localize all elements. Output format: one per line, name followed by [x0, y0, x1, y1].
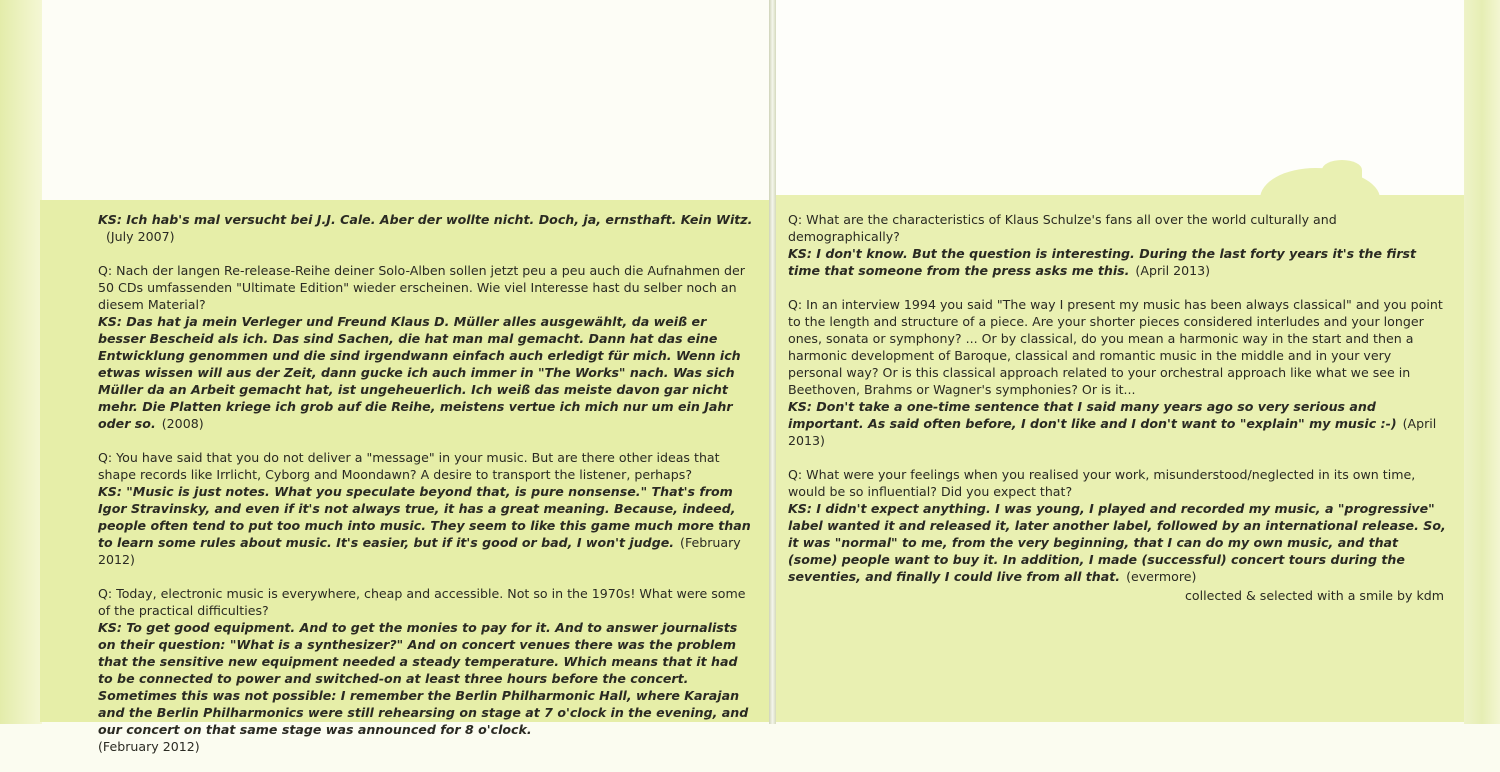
date-label: (April 2013)	[1135, 263, 1211, 278]
date-label: (2008)	[161, 416, 204, 431]
interview-block	[98, 262, 756, 432]
book-spine	[769, 0, 776, 724]
interview-block	[788, 296, 1446, 449]
date-label: (evermore)	[1126, 569, 1197, 584]
interview-block	[788, 211, 1446, 279]
answer-text: KS: Das hat ja mein Verleger und Freund Klaus D. Müller alles ausgewählt, da weiß er besser Bescheid als ich. Das sind Sachen, die hat man mal gemacht. Dann hat das eine Entwicklung genommen und die sind irgendwann einfach auch erledigt für mich. Wenn ich etwas wissen will aus der Zeit, dann gucke ich auch immer in "The Works" nach. Was sich Müller da an Arbeit gemacht hat, ist ungeheuerlich. Ich weiß das meiste davon gar nicht mehr. Die Platten kriege ich grob auf die Reihe, meistens vertue ich mich nur um ein Jahr oder so.	[98, 314, 741, 431]
question-text: Q: You have said that you do not deliver a "message" in your music. But are there other ideas that shape records like Irrlicht, Cyborg and Moondawn? A desire to transport the listener, perhaps?	[98, 450, 720, 482]
answer-text: KS: To get good equipment. And to get the monies to pay for it. And to answer journalists on their question: "What is a synthesizer?" And on concert venues there was the problem that the sensitive new equipment needed a steady temperature. Which means that it had to be connected to power and switched-on at least three hours before the concert. Sometimes this was not possible: I remember the Berlin Philharmonic Hall, where Karajan and the Berlin Philharmonics were still rehearsing on stage at 7 o'clock in the evening, and our concert on that same stage was announced for 8 o'clock.	[98, 620, 749, 737]
right-page-edge	[1464, 0, 1500, 724]
question-text: Q: What are the characteristics of Klaus Schulze's fans all over the world culturally and demographically?	[788, 212, 1337, 244]
interview-block	[98, 585, 756, 755]
credit-line: collected & selected with a smile by kdm	[1185, 588, 1444, 603]
answer-text: KS: I didn't expect anything. I was young, I played and recorded my music, a "progressive" label wanted it and released it, later another label, followed by an international release. So, it was "normal" to me, from the very beginning, that I can do my own music, and that (some) people want to buy it. In addition, I made (successful) concert tours during the seventies, and finally I could live from all that.	[788, 501, 1446, 584]
left-page-top-blank	[42, 0, 769, 200]
interview-block	[788, 466, 1446, 585]
green-panel-wave-peak	[1322, 160, 1362, 180]
date-label: (April 2013)	[788, 416, 1437, 448]
question-text: Q: What were your feelings when you realised your work, misunderstood/neglected in its own time, would be so influential? Did you expect that?	[788, 467, 1416, 499]
question-text: Q: In an interview 1994 you said "The way I present my music has been always classical" and you point to the length and structure of a piece. Are your shorter pieces considered interludes and your longer ones, sonata or symphony? ... Or by classical, do you mean a harmonic way in the start and then a harmonic development of Baroque, classical and romantic music in the middle and in your very personal way? Or is this classical approach related to your orchestral approach like what we see in Beethoven, Brahms or Wagner's symphonies? Or is it...	[788, 297, 1443, 397]
answer-text: KS: Don't take a one-time sentence that I said many years ago so very serious and important. As said often before, I don't like and I don't want to "explain" my music :-)	[788, 399, 1397, 431]
answer-text: KS: "Music is just notes. What you speculate beyond that, is pure nonsense." That's from Igor Stravinsky, and even if it's not always true, it has a great meaning. Because, indeed, people often tend to put too much into music. They seem to like this game much more than to learn some rules about music. It's easier, but if it's good or bad, I won't judge.	[98, 484, 751, 550]
answer-text: KS: I don't know. But the question is interesting. During the last forty years it's the first time that someone from the press asks me this.	[788, 246, 1417, 278]
right-page-text	[788, 211, 1446, 602]
question-text: Q: Nach der langen Re-release-Reihe deiner Solo-Alben sollen jetzt peu a peu auch die Aufnahmen der 50 CDs umfassenden "Ultimate Edition" wieder erscheinen. Wie viel Interesse hast du selber noch an diesem Material?	[98, 263, 745, 312]
left-page-edge	[0, 0, 42, 724]
interview-block	[98, 211, 756, 245]
date-label: (February 2012)	[98, 739, 200, 754]
interview-block	[98, 449, 756, 568]
date-label: (February 2012)	[98, 535, 741, 567]
left-page-text	[98, 211, 756, 772]
question-text: Q: Today, electronic music is everywhere, cheap and accessible. Not so in the 1970s! What were some of the practical difficulties?	[98, 586, 746, 618]
answer-text: KS: Ich hab's mal versucht bei J.J. Cale. Aber der wollte nicht. Doch, ja, ernsthaft. Kein Witz.	[98, 212, 753, 227]
date-label: (July 2007)	[106, 229, 175, 244]
